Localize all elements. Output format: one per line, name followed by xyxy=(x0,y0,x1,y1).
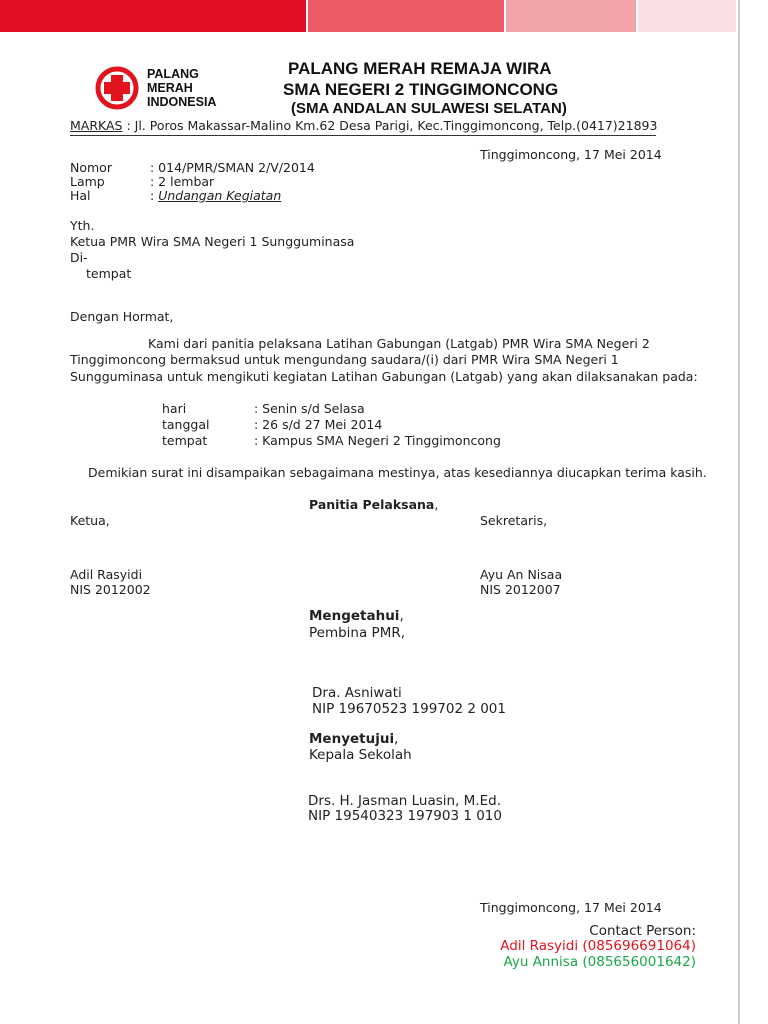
closing-text: Demikian surat ini disampaikan sebagaimana mestinya, atas kesediannya diucapkan terima kasih. xyxy=(88,465,707,480)
top-band-pink xyxy=(506,0,636,32)
menyetujui-heading xyxy=(309,731,398,747)
letterhead-title-3: (SMA ANDALAN SULAWESI SELATAN) xyxy=(291,100,567,117)
logo-line-2: MERAH xyxy=(147,81,193,95)
detail-tanggal-value: : 26 s/d 27 Mei 2014 xyxy=(254,417,383,432)
recipient-line-1: Ketua PMR Wira SMA Negeri 1 Sungguminasa xyxy=(70,234,355,249)
logo-cross-horizontal xyxy=(104,82,130,94)
detail-tanggal-label: tanggal xyxy=(162,417,210,432)
logo-text xyxy=(147,67,216,109)
letterhead-title-2: SMA NEGERI 2 TINGGIMONCONG xyxy=(283,80,559,99)
page-right-edge xyxy=(738,0,740,1024)
hal-subject: Undangan Kegiatan xyxy=(158,188,282,203)
menyetujui-title: Menyetujui xyxy=(309,731,395,747)
body-line-1: Kami dari panitia pelaksana Latihan Gabungan (Latgab) PMR Wira SMA Negeri 2 xyxy=(148,336,650,351)
lamp-value: : 2 lembar xyxy=(150,174,215,189)
sekretaris-role: Sekretaris, xyxy=(480,513,548,528)
menyetujui-role: Kepala Sekolah xyxy=(309,747,412,763)
markas-text: : Jl. Poros Makassar-Malino Km.62 Desa Parigi, Kec.Tinggimoncong, Telp.(0417)21893 xyxy=(122,118,658,133)
logo-line-1: PALANG xyxy=(147,67,199,81)
contact-title: Contact Person: xyxy=(589,923,696,939)
letterhead-title-1: PALANG MERAH REMAJA WIRA xyxy=(288,59,552,78)
mengetahui-name: Dra. Asniwati xyxy=(312,685,402,701)
red-cross-logo xyxy=(94,66,220,110)
detail-tempat-value: : Kampus SMA Negeri 2 Tinggimoncong xyxy=(254,433,501,448)
markas-label: MARKAS xyxy=(70,118,123,133)
hal-label: Hal xyxy=(70,188,91,203)
panitia-heading xyxy=(309,497,438,512)
panitia-title: Panitia Pelaksana xyxy=(309,497,435,512)
top-band-salmon xyxy=(308,0,504,32)
menyetujui-nip: NIP 19540323 197903 1 010 xyxy=(308,808,502,824)
top-band-light xyxy=(638,0,736,32)
ketua-role: Ketua, xyxy=(70,513,110,528)
hal-colon: : xyxy=(150,188,159,203)
nomor-label: Nomor xyxy=(70,160,112,175)
contact-person-2: Ayu Annisa (085656001642) xyxy=(503,954,696,970)
letter-date: Tinggimoncong, 17 Mei 2014 xyxy=(480,147,662,162)
red-cross-logo-icon xyxy=(94,66,140,110)
hal-value xyxy=(150,188,281,203)
mengetahui-role: Pembina PMR, xyxy=(309,625,406,641)
detail-hari-value: : Senin s/d Selasa xyxy=(254,401,365,416)
detail-hari-label: hari xyxy=(162,401,187,416)
sekretaris-name: Ayu An Nisaa xyxy=(480,567,563,582)
lamp-label: Lamp xyxy=(70,174,105,189)
greeting: Dengan Hormat, xyxy=(70,309,174,324)
recipient-line-2: Di- xyxy=(70,250,88,265)
footer-date: Tinggimoncong, 17 Mei 2014 xyxy=(480,900,662,915)
detail-tempat-label: tempat xyxy=(162,433,208,448)
menyetujui-name: Drs. H. Jasman Luasin, M.Ed. xyxy=(308,793,501,809)
contact-person-1: Adil Rasyidi (085696691064) xyxy=(500,938,696,954)
letterhead-divider xyxy=(70,135,656,136)
panitia-comma: , xyxy=(434,497,439,512)
mengetahui-comma: , xyxy=(399,608,404,624)
menyetujui-comma: , xyxy=(394,731,399,747)
logo-line-3: INDONESIA xyxy=(147,95,217,109)
sekretaris-nis: NIS 2012007 xyxy=(480,582,561,597)
body-line-2: Tinggimoncong bermaksud untuk mengundang saudara/(i) dari PMR Wira SMA Negeri 1 xyxy=(70,352,619,367)
mengetahui-title: Mengetahui xyxy=(309,608,400,624)
markas-address xyxy=(70,118,657,133)
body-line-3: Sungguminasa untuk mengikuti kegiatan Latihan Gabungan (Latgab) yang akan dilaksanakan pada: xyxy=(70,369,698,384)
nomor-value: : 014/PMR/SMAN 2/V/2014 xyxy=(150,160,315,175)
mengetahui-heading xyxy=(309,608,404,624)
mengetahui-nip: NIP 19670523 199702 2 001 xyxy=(312,701,506,717)
ketua-nis: NIS 2012002 xyxy=(70,582,151,597)
top-band-red xyxy=(0,0,306,32)
ketua-name: Adil Rasyidi xyxy=(70,567,143,582)
recipient-line-3: tempat xyxy=(86,266,132,281)
recipient-yth: Yth. xyxy=(70,218,95,233)
